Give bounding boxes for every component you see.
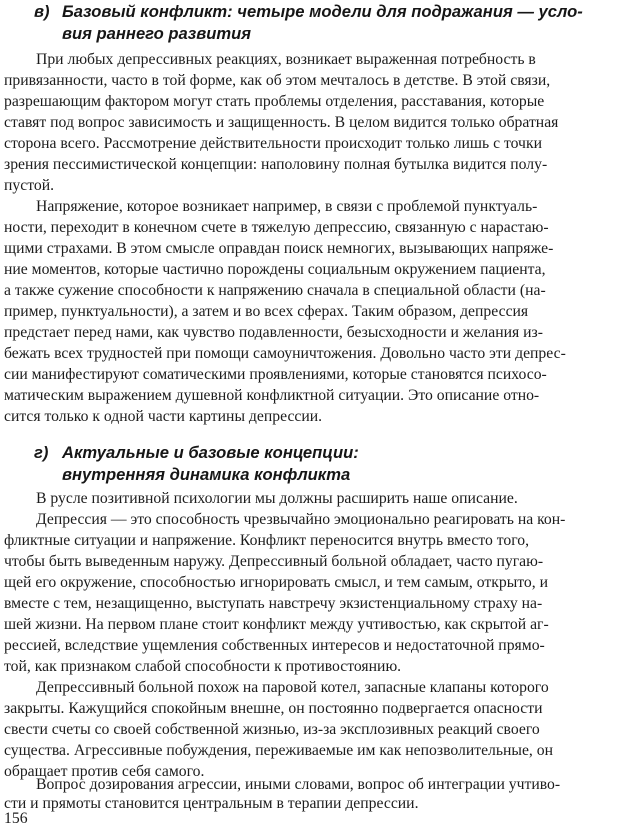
text-line: а также сужение способности к напряжению сначала в специальной области (на-	[4, 282, 546, 299]
text-line: сии манифестируют соматическими проявлениями, которые становятся психосо-	[4, 366, 547, 383]
text-line: матическим выражением душевной конфликтной ситуации. Это описание отно-	[4, 387, 540, 404]
text-line: пример, пунктуальности), а затем и во всех сферах. Таким образом, депрессия	[4, 303, 529, 320]
text-line: разрешающим фактором могут стать проблемы отделения, расставания, которые	[4, 93, 545, 110]
section-g-title-line-2: внутренняя динамика конфликта	[62, 465, 351, 484]
text-line: ности, переходит в конечном счете в тяжелую депрессию, связанную с нарастаю-	[4, 219, 549, 236]
text-line: предстает перед нами, как чувство подавленности, безысходности и желания из-	[4, 324, 543, 341]
text-line: сторона всего. Рассмотрение действительности происходит только лишь с точки	[4, 135, 542, 152]
text-line: щими страхами. В этом смысле оправдан поиск немногих, вызывающих напряже-	[4, 240, 554, 257]
text-line: шей жизни. На первом плане стоит конфликт между учтивостью, как скрытой аг-	[4, 616, 549, 633]
section-g-title-line-1: Актуальные и базовые концепции:	[62, 443, 359, 462]
text-line: чтобы быть выведенным наружу. Депрессивный больной обладает, часто пугаю-	[4, 553, 544, 570]
text-line: Депрессия — это способность чрезвычайно эмоционально реагировать на кон-	[36, 511, 566, 528]
text-line: закрыты. Кажущийся спокойным внешне, он постоянно подвергается опасности	[4, 700, 543, 717]
text-line: свести счеты со своей собственной жизнью, из-за эксплозивных реакций своего	[4, 721, 540, 738]
text-line: бежать всех трудностей при помощи самоуничтожения. Довольно часто эти депрес-	[4, 345, 566, 362]
text-line: рессией, вследствие ущемления собственных интересов и недостаточной прямо-	[4, 637, 545, 654]
text-line: сится только к одной части картины депрессии.	[4, 408, 323, 425]
text-line: фликтные ситуации и напряжение. Конфликт переносится внутрь вместо того,	[4, 532, 530, 549]
text-line: зрения пессимистической концепции: наполовину полная бутылка видится полу-	[4, 156, 548, 173]
text-line: пустой.	[4, 177, 55, 194]
page-number: 156	[4, 810, 28, 827]
text-line: Напряжение, которое возникает например, в связи с проблемой пунктуаль-	[36, 198, 538, 215]
text-line: ние моментов, которые частично порождены социальным окружением пациента,	[4, 261, 546, 278]
text-line: обращает против себя самого.	[4, 763, 205, 780]
text-line: щей его окружение, способностью игнорировать смысл, и тем самым, открыто, и	[4, 574, 549, 591]
text-line: В русле позитивной психологии мы должны расширить наше описание.	[36, 490, 518, 507]
text-line: Вопрос дозирования агрессии, иными словами, вопрос об интеграции учтиво-	[36, 776, 561, 793]
section-v-marker: в)	[34, 2, 50, 21]
text-line: существа. Агрессивные побуждения, переживаемые им как непозволительные, он	[4, 742, 554, 759]
text-line: Депрессивный больной похож на паровой котел, запасные клапаны которого	[36, 679, 549, 696]
text-line: вместе с тем, незащищенно, выступать навстречу экзистенциальному страху на-	[4, 595, 543, 612]
section-v-title-line-2: вия раннего развития	[62, 24, 252, 43]
section-g-marker: г)	[34, 443, 49, 462]
section-v-title-line-1: Базовый конфликт: четыре модели для подражания — усло-	[62, 2, 583, 21]
text-line: сти и прямоты становится центральным в терапии депрессии.	[4, 795, 419, 812]
text-line: той, как признаком слабой способности к противостоянию.	[4, 658, 402, 675]
text-line: При любых депрессивных реакциях, возникает выраженная потребность в	[36, 51, 536, 68]
text-line: привязанности, часто в той форме, как об этом мечталось в детстве. В этой связи,	[4, 72, 551, 89]
text-line: ставят под вопрос зависимость и защищенность. В целом видится только обратная	[4, 114, 559, 131]
